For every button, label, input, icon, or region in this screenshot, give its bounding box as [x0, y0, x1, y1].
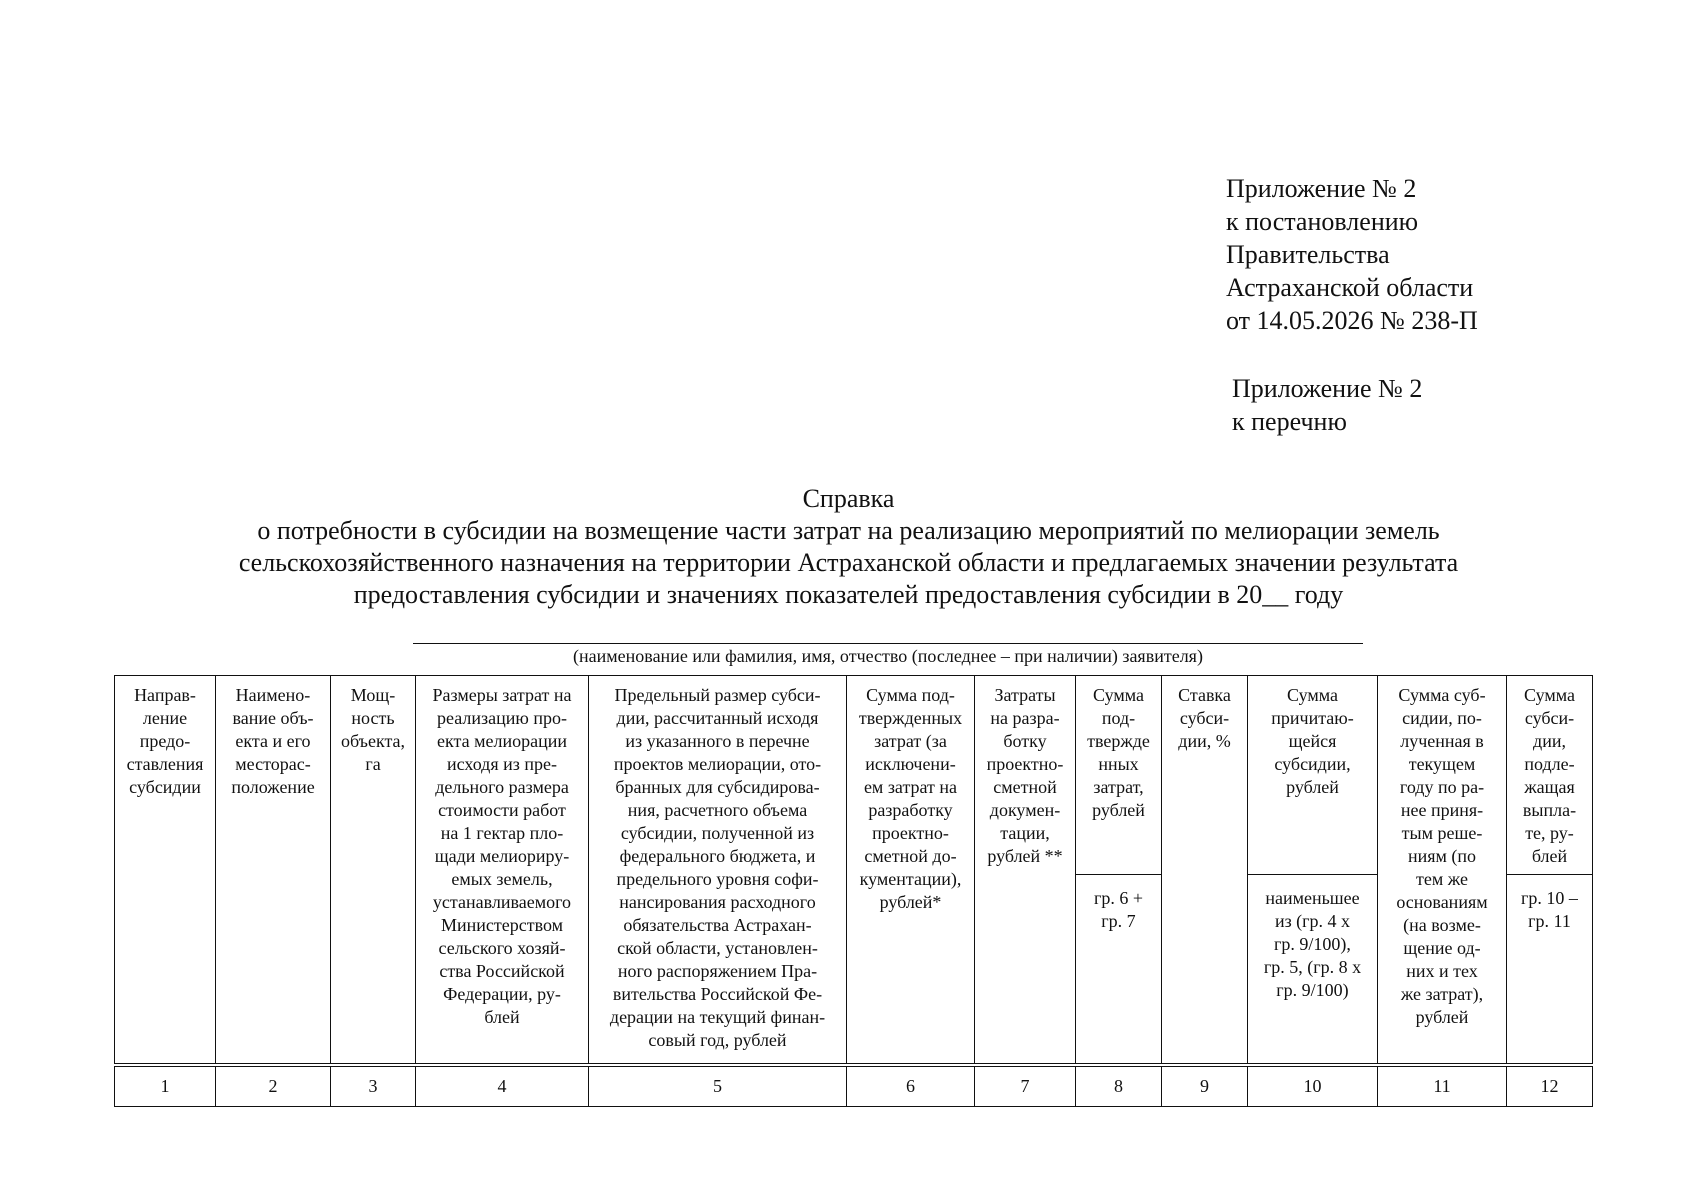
- column-number: 12: [1507, 1067, 1593, 1107]
- document-heading: [0, 483, 1697, 611]
- header-cell-direction: Направ- ление предо- ставления субсидии: [115, 676, 216, 1064]
- subsidy-table: [114, 675, 1593, 1107]
- header-cell-object-name: Наимено- вание объ- екта и его месторас- положение: [216, 676, 331, 1064]
- column-number: 11: [1378, 1067, 1507, 1107]
- column-number: 5: [589, 1067, 847, 1107]
- header-cell-max-subsidy: Предельный размер субси- дии, рассчитанный исходя из указанного в перечне проектов мелиорации, ото- бранных для субсидирова- ния, расчетного объема субсидии, полученной из федерального бюджета, и предельного уровня софи- нансирования расходного обязательства Астрахан- ской области, установлен- ного распоряжением Пра- вительства Российской Фе- дерации на текущий финан- совый год, рублей: [589, 676, 847, 1064]
- stamp2-line: Приложение № 2: [1232, 374, 1423, 403]
- column-number: 1: [115, 1067, 216, 1107]
- header-cell-capacity: Мощ- ность объекта, га: [331, 676, 416, 1064]
- header-cell-rate: Ставка субси- дии, %: [1162, 676, 1248, 1064]
- applicant-caption: (наименование или фамилия, имя, отчество (последнее – при наличии) заявителя): [573, 646, 1203, 666]
- header-cell-cost-size: Размеры затрат на реализацию про- екта мелиорации исходя из пре- дельного размера стоимости работ на 1 гектар пло- щади мелиориру- емых земель, устанавливаемого Министерством сельского хозяй- ства Российской Федерации, ру- блей: [416, 676, 589, 1064]
- stamp-line: Правительства: [1226, 240, 1390, 269]
- stamp-line: Приложение № 2: [1226, 174, 1417, 203]
- formula-cell-col12: гр. 10 – гр. 11: [1507, 875, 1593, 1064]
- stamp-line: Астраханской области: [1226, 273, 1474, 302]
- header-cell-confirmed-total: Сумма под- твержде нных затрат, рублей: [1076, 676, 1162, 875]
- column-number: 7: [975, 1067, 1076, 1107]
- appendix-stamp: [1226, 172, 1478, 337]
- header-cell-confirmed-costs: Сумма под- твержденных затрат (за исключени- ем затрат на разработку проектно- сметной до- кументации), рублей*: [847, 676, 975, 1064]
- column-number: 6: [847, 1067, 975, 1107]
- column-number: 2: [216, 1067, 331, 1107]
- document-subtitle-line: сельскохозяйственного назначения на территории Астраханской области и предлагаемых значении результата: [238, 548, 1459, 577]
- header-row: [115, 676, 1593, 875]
- formula-cell-col8: гр. 6 + гр. 7: [1076, 875, 1162, 1064]
- column-number: 8: [1076, 1067, 1162, 1107]
- column-number: 4: [416, 1067, 589, 1107]
- applicant-underline: [413, 643, 1363, 644]
- stamp-date-number: от 14.05.2026 № 238-П: [1226, 306, 1478, 335]
- header-cell-due-subsidy: Сумма причитаю- щейся субсидии, рублей: [1248, 676, 1378, 875]
- column-number-row: [115, 1067, 1593, 1107]
- document-subtitle-line: предоставления субсидии и значениях показателей предоставления субсидии в 20__ году: [353, 580, 1344, 609]
- appendix-list-stamp: [1232, 372, 1422, 438]
- stamp-line: к постановлению: [1226, 207, 1419, 236]
- document-subtitle-line: о потребности в субсидии на возмещение части затрат на реализацию мероприятий по мелиорации земель: [257, 516, 1440, 545]
- column-number: 3: [331, 1067, 416, 1107]
- column-number: 10: [1248, 1067, 1378, 1107]
- document-title: Справка: [802, 484, 895, 513]
- header-cell-design-costs: Затраты на разра- ботку проектно- сметной докумен- тации, рублей **: [975, 676, 1076, 1064]
- header-cell-received-subsidy: Сумма суб- сидии, по- лученная в текущем году по ра- нее приня- тым реше- ниям (по тем же основаниям (на возме- щение од- них и тех же затрат), рублей: [1378, 676, 1507, 1064]
- stamp2-line: к перечню: [1232, 407, 1347, 436]
- formula-cell-col10: наименьшее из (гр. 4 х гр. 9/100), гр. 5, (гр. 8 х гр. 9/100): [1248, 875, 1378, 1064]
- column-number: 9: [1162, 1067, 1248, 1107]
- header-cell-payable-subsidy: Сумма субси- дии, подле- жащая выпла- те, ру- блей: [1507, 676, 1593, 875]
